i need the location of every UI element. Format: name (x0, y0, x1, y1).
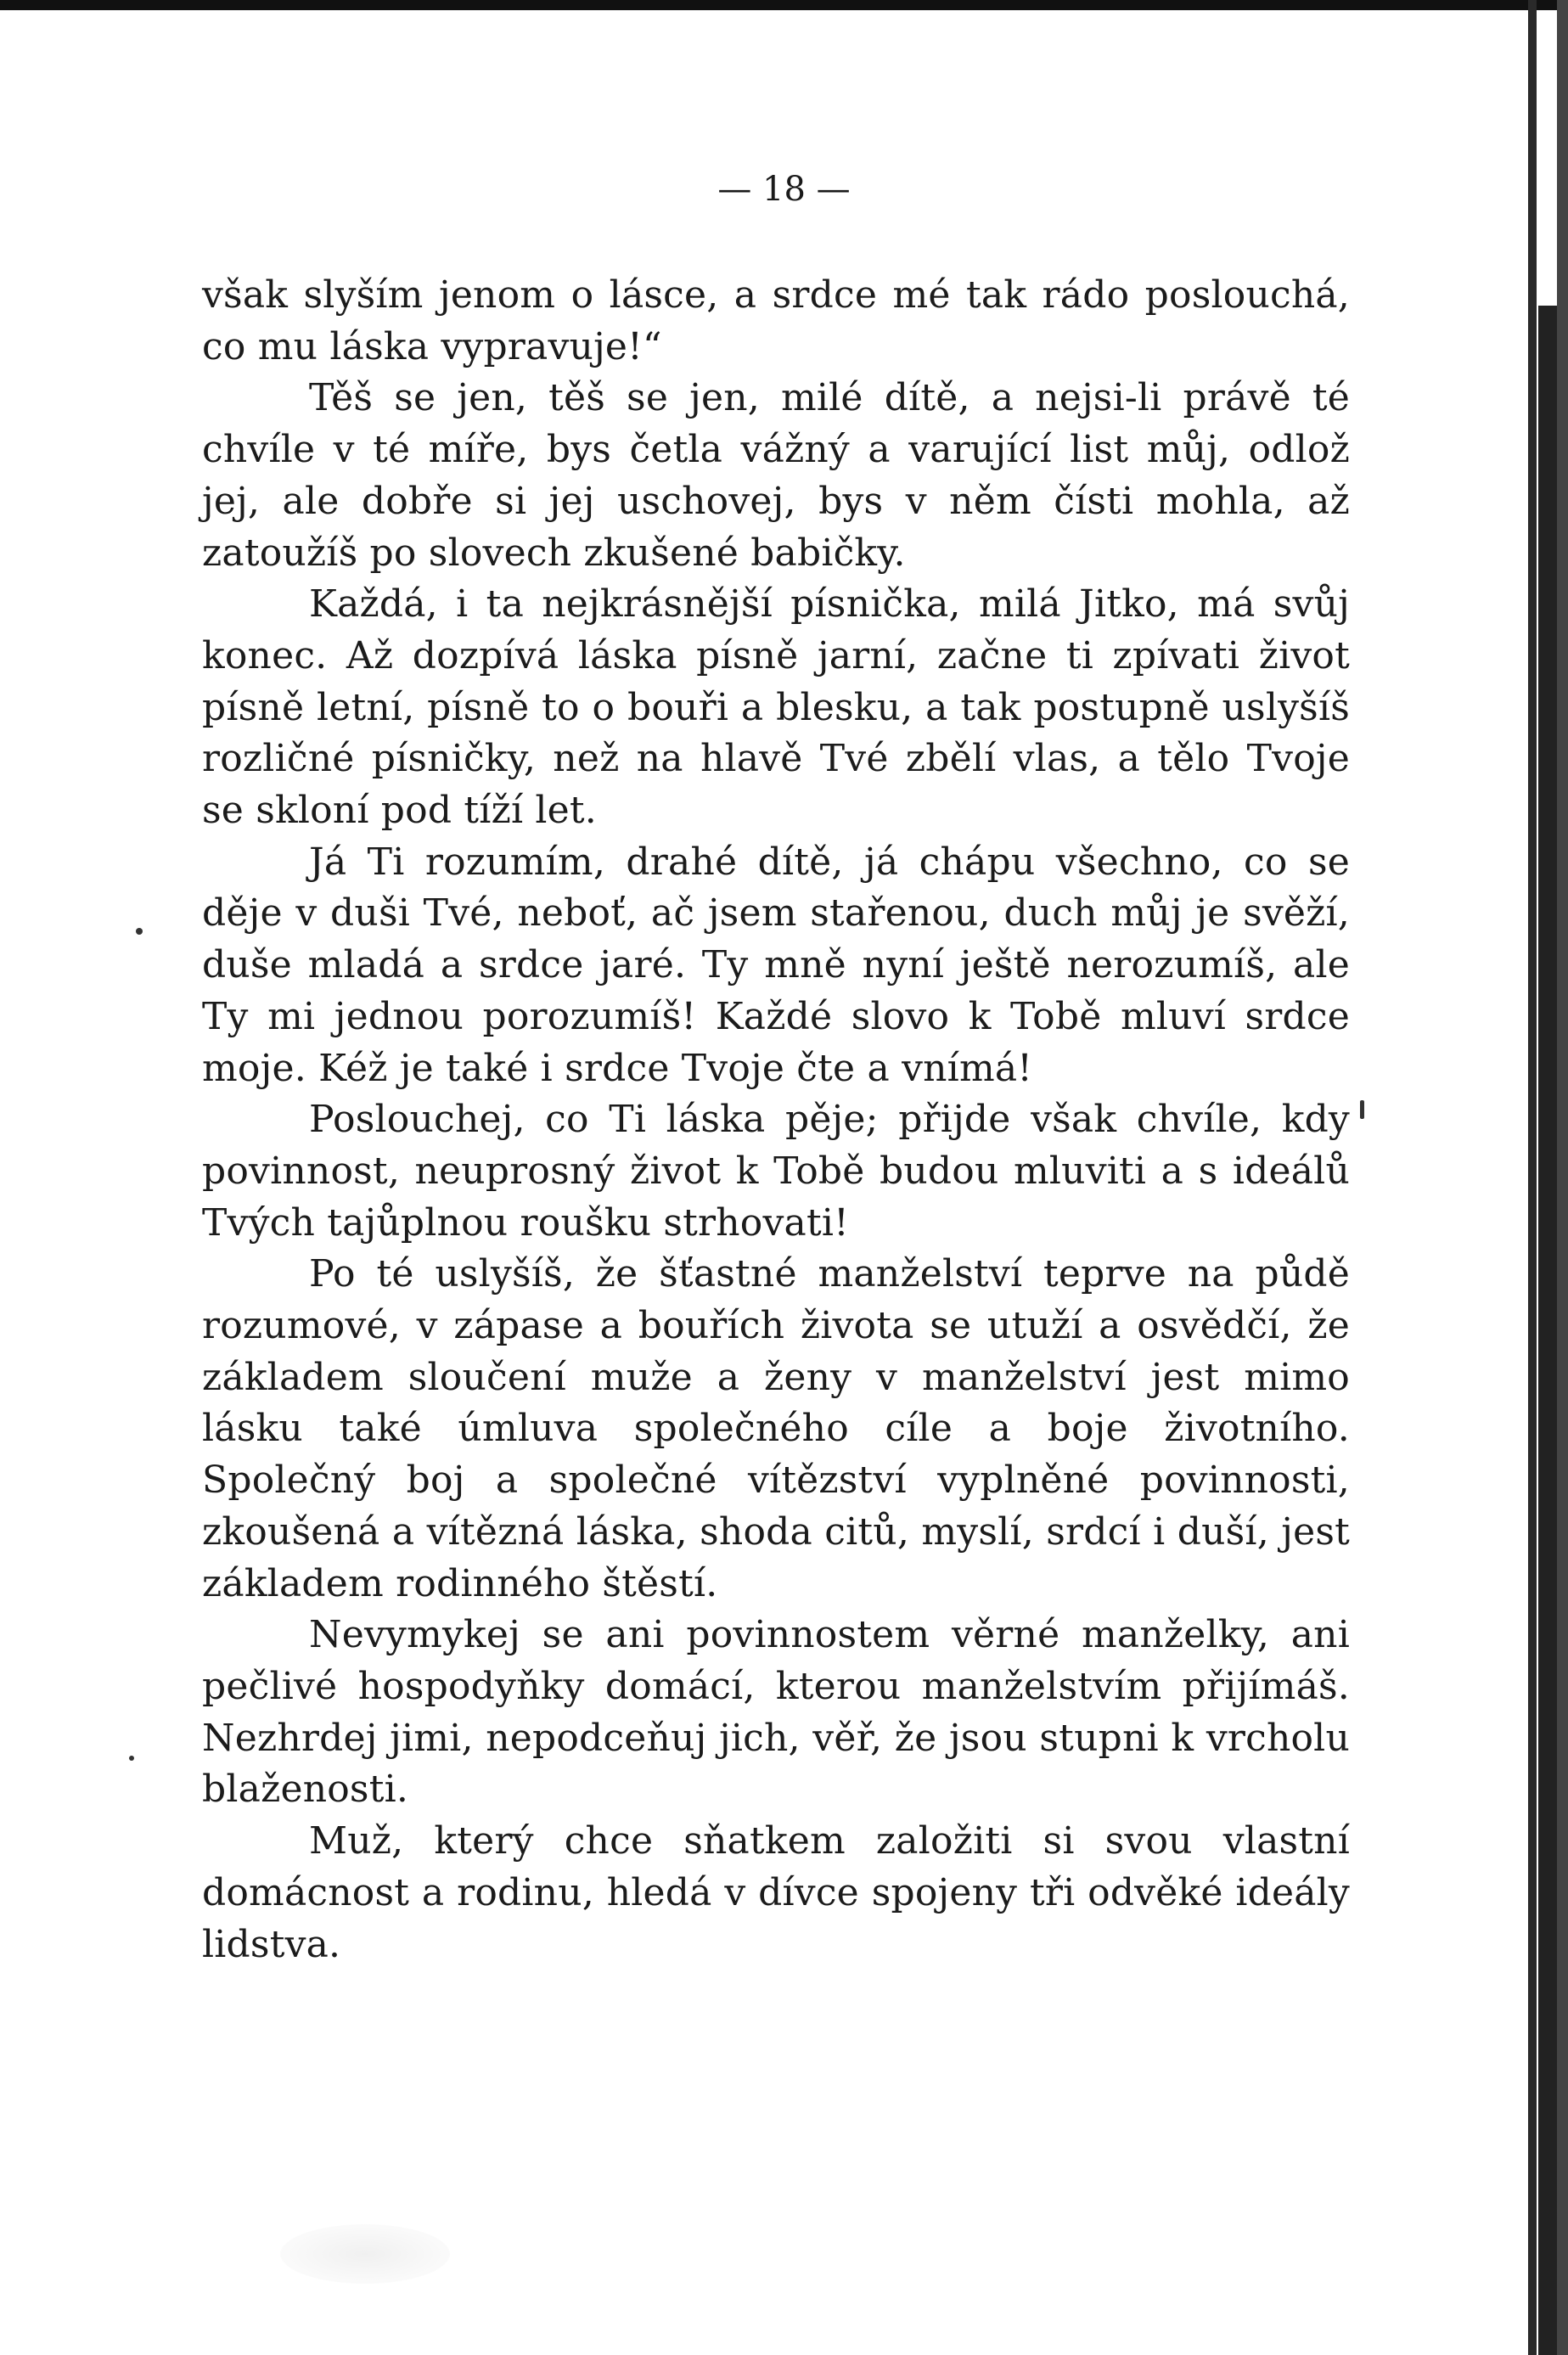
paragraph-5: Poslouchej, co Ti láska pěje; přijde však chvíle, kdy povinnost, neuprosný život k Tobě budou mluviti a s ideálů Tvých tajůplnou roušku strhovati! (202, 1098, 1350, 1245)
paper-smudge (280, 2224, 450, 2284)
page-body-text (202, 270, 1350, 1970)
paragraph-1: však slyším jenom o lásce, a srdce mé tak rádo poslouchá, co mu láska vypravuje!“ (202, 273, 1350, 368)
scan-frame-right-edge (1528, 0, 1537, 2355)
scan-frame-right-bar (1538, 306, 1557, 2355)
page-number: — 18 — (717, 170, 851, 209)
paragraph-8: Muž, který chce sňatkem založiti si svou vlastní domácnost a rodinu, hledá v dívce spojeny tři odvěké ideály lidstva. (202, 1819, 1350, 1966)
paragraph-6: Po té uslyšíš, že šťastné manželství teprve na půdě rozumové, v zápase a bouřích života se utuží a osvědčí, že základem sloučení muže a ženy v manželství jest mimo lásku také úmluva společného cíle a boje životního. Společný boj a společné vítězství vyplněné povinnosti, zkoušená a vítězná láska, shoda citů, myslí, srdcí i duší, jest základem rodinného štěstí. (202, 1252, 1350, 1605)
paragraph-3: Každá, i ta nejkrásnější písnička, milá Jitko, má svůj konec. Až dozpívá láska písně jarní, začne ti zpívati život písně letní, písně to o bouři a blesku, a tak postupně uslyšíš rozličné písničky, než na hlavě Tvé zbělí vlas, a tělo Tvoje se skloní pod tíží let. (202, 582, 1350, 833)
paragraph-7: Nevymykej se ani povinnostem věrné manželky, ani pečlivé hospodyňky domácí, kterou manželstvím přijímáš. Nezhrdej jimi, nepodceňuj jich, věř, že jsou stupni k vrcholu blaženosti. (202, 1613, 1350, 1812)
print-speck (1360, 1100, 1364, 1119)
print-speck (129, 1756, 134, 1761)
scan-frame-right-fade (1557, 0, 1568, 2355)
paragraph-2: Těš se jen, těš se jen, milé dítě, a nejsi-li právě té chvíle v té míře, bys četla vážný a varující list můj, odlož jej, ale dobře si jej uschovej, bys v něm čísti mohla, až zatoužíš po slovech zkušené babičky. (202, 376, 1350, 575)
paragraph-4: Já Ti rozumím, drahé dítě, já chápu všechno, co se děje v duši Tvé, neboť, ač jsem stařenou, duch můj je svěží, duše mladá a srdce jaré. Ty mně nyní ještě nerozumíš, ale Ty mi jednou porozumíš! Každé slovo k Tobě mluví srdce moje. Kéž je také i srdce Tvoje čte a vnímá! (202, 840, 1350, 1090)
print-speck (136, 928, 143, 935)
